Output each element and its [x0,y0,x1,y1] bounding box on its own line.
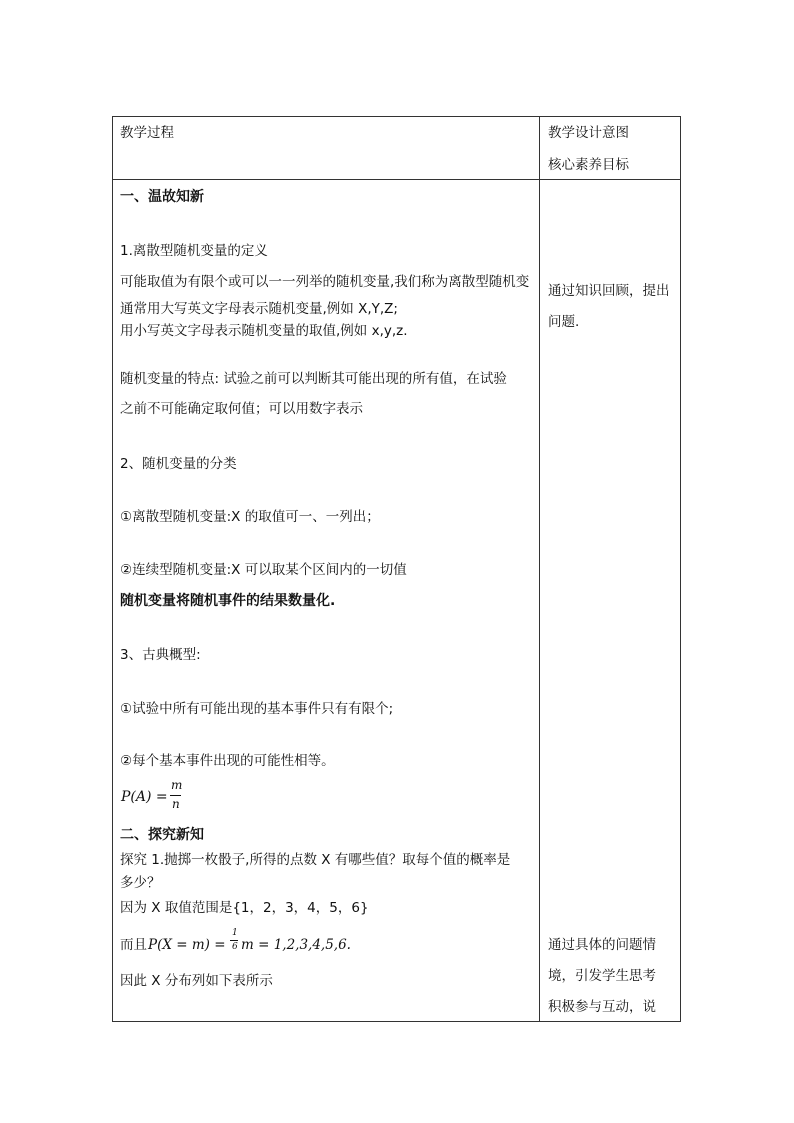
definition-line-3: 用小写英文字母表示随机变量的取值,例如 x,y,z. [120,323,408,339]
classic-probability-item-2: ②每个基本事件出现的可能性相等。 [120,753,335,769]
probability-expression: P(X = m) = [148,937,226,953]
explore-line-1: 探究 1.抛掷一枚骰子,所得的点数 X 有哪些值？取每个值的概率是 [120,852,511,868]
formula-lhs: P(A) = [121,789,168,805]
formula-denominator: n [172,797,180,811]
note-explore-line-2: 境，引发学生思考 [548,968,656,984]
note-explore-line-3: 积极参与互动，说 [548,999,656,1015]
features-line-1: 随机变量的特点: 试验之前可以判断其可能出现的所有值，在试验 [120,371,507,387]
explore-line-2: 多少？ [120,875,161,891]
table-header-divider [112,179,681,180]
classification-key-point: 随机变量将随机事件的结果数量化. [120,593,336,609]
probability-fraction-bar [230,940,238,941]
table-border-left [112,116,113,1022]
section-review-title: 一、温故知新 [120,189,204,205]
classification-item-1: ①离散型随机变量:X 的取值可一、一列出； [120,509,380,525]
classification-title: 2、随机变量的分类 [120,456,237,472]
probability-numerator: 1 [232,928,238,938]
formula-numerator: m [171,778,183,792]
classification-item-2: ②连续型随机变量:X 可以取某个区间内的一切值 [120,562,407,578]
table-border-top [112,116,681,117]
header-intent-line1: 教学设计意图 [548,125,629,141]
formula-fraction-bar [170,795,181,796]
definition-title: 1.离散型随机变量的定义 [120,243,268,259]
note-review-line-2: 问题. [548,314,580,330]
probability-denominator: 6 [232,942,238,952]
header-intent-line2: 核心素养目标 [548,157,629,173]
classic-probability-item-1: ①试验中所有可能出现的基本事件只有有限个; [120,701,394,717]
distribution-line: 因此 X 分布列如下表所示 [120,973,273,989]
table-column-divider [539,116,540,1022]
table-border-bottom [112,1021,681,1022]
probability-suffix: m = 1,2,3,4,5,6. [241,937,351,953]
section-explore-title: 二、探究新知 [120,827,204,843]
table-border-right [680,116,681,1022]
header-process: 教学过程 [120,125,174,141]
note-review-line-1: 通过知识回顾，提出 [548,283,670,299]
range-line: 因为 X 取值范围是{1，2，3，4，5，6} [120,900,369,916]
note-explore-line-1: 通过具体的问题情 [548,937,656,953]
classic-probability-title: 3、古典概型: [120,647,201,663]
definition-line-1: 可能取值为有限个或可以一一列举的随机变量,我们称为离散型随机变 [120,274,530,290]
definition-line-2: 通常用大写英文字母表示随机变量,例如 X,Y,Z; [120,301,398,317]
probability-prefix: 而且 [120,937,147,953]
features-line-2: 之前不可能确定取何值；可以用数字表示 [120,401,363,417]
